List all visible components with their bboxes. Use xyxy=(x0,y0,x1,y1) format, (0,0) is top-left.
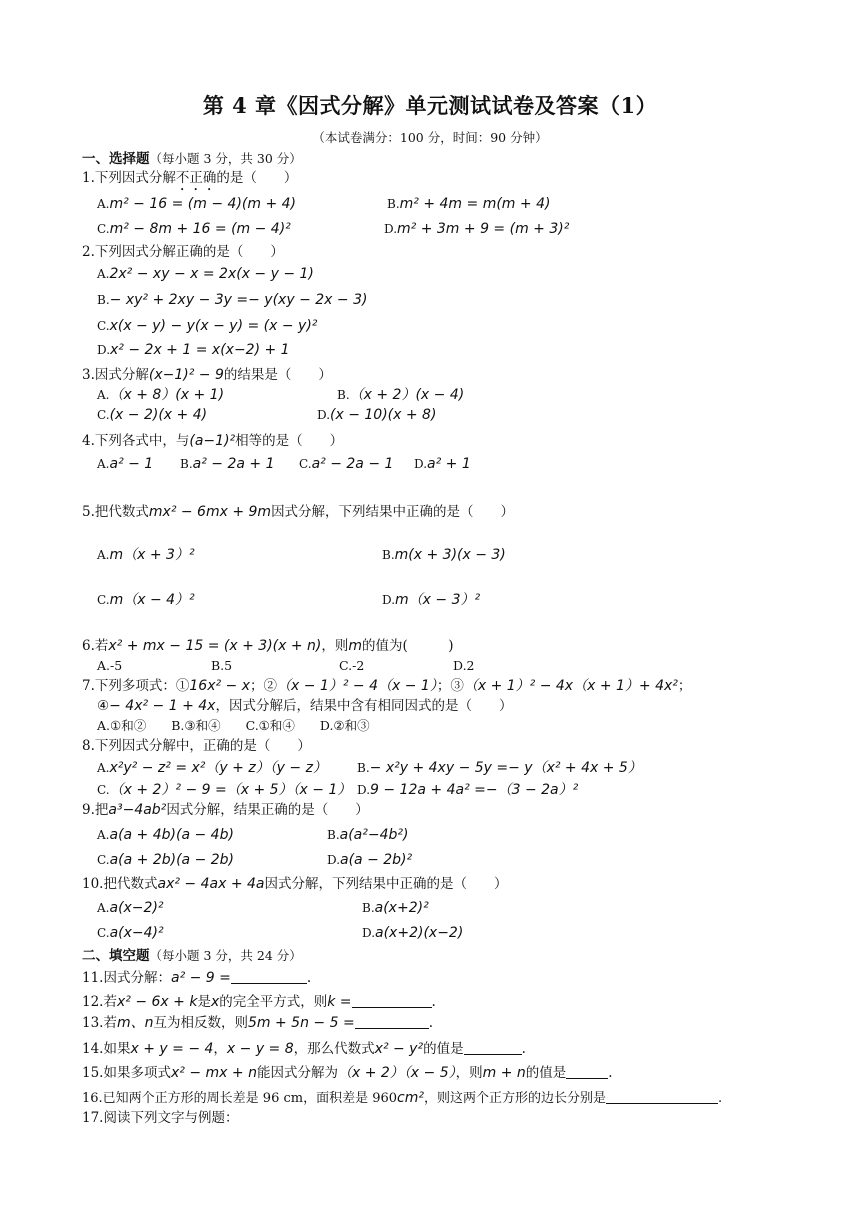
stem-text: . xyxy=(306,970,312,986)
option-letter: B. xyxy=(337,388,350,402)
stem-text: 能因式分解为 xyxy=(256,1065,338,1081)
option-letter: A. xyxy=(97,388,110,402)
q6-option-c: C.-2 xyxy=(339,658,365,673)
q9-option-b xyxy=(327,826,408,844)
q8-option-a xyxy=(97,759,327,777)
emphasis-text: 不正确 xyxy=(175,170,217,186)
stem-text: 5.把代数式 xyxy=(82,504,149,520)
q3-option-a xyxy=(97,386,224,404)
stem-expression: ax² − 4ax + 4a xyxy=(157,876,265,892)
q8-option-b xyxy=(357,759,642,777)
option-letter: A. xyxy=(97,197,110,211)
stem-text: ，则 xyxy=(321,638,349,654)
q1-option-a xyxy=(97,195,296,213)
option-letter: C. xyxy=(97,408,110,422)
question-8-stem: 8.下列因式分解中，正确的是（ ） xyxy=(82,738,311,754)
section-title: 二、填空题 xyxy=(82,948,150,964)
question-10-stem xyxy=(82,875,507,893)
stem-text: 的值为( ) xyxy=(362,638,454,654)
option-expression: 9 − 12a + 4a² =−（3 − 2a）² xyxy=(370,782,579,798)
q7-options: A.①和② B.③和④ C.①和④ D.②和③ xyxy=(97,718,370,733)
option-expression: a² − 2a − 1 xyxy=(311,456,394,472)
stem-text: . xyxy=(608,1065,613,1081)
option-letter: A. xyxy=(97,901,110,915)
q1-option-d xyxy=(384,220,569,238)
stem-text: . xyxy=(428,1015,433,1031)
option-letter: B. xyxy=(382,548,395,562)
answer-blank[interactable] xyxy=(231,969,307,984)
stem-text: ，则 xyxy=(455,1065,483,1081)
stem-text: 16.已知两个正方形的周长差是 96 cm，面积差是 960 xyxy=(82,1091,398,1106)
option-expression: a(a − 2b)² xyxy=(340,852,413,868)
option-letter: A. xyxy=(97,761,110,775)
stem-expression: 5m + 5n − 5 = xyxy=(248,1015,355,1031)
q10-option-a xyxy=(97,899,164,917)
q3-option-c xyxy=(97,406,207,424)
option-letter: A. xyxy=(97,548,110,562)
option-expression: x² − 2x + 1 = x(x−2) + 1 xyxy=(110,342,290,358)
q8-option-c xyxy=(97,781,351,799)
q2-option-c xyxy=(97,317,317,335)
answer-blank[interactable] xyxy=(566,1064,608,1079)
stem-text: 的是（ ） xyxy=(216,170,298,186)
stem-expression: x xyxy=(210,994,220,1010)
stem-expression: x + y = − 4 xyxy=(130,1041,214,1057)
option-expression: (x − 2)(x + 4) xyxy=(109,407,208,423)
option-expression: a(x+2)(x−2) xyxy=(375,925,464,941)
section-heading-fill xyxy=(82,947,302,965)
option-letter: A. xyxy=(97,457,110,471)
stem-text: 10.把代数式 xyxy=(82,876,158,892)
q4-option-d xyxy=(414,455,471,473)
section-note: （每小题 3 分，共 24 分） xyxy=(149,948,302,963)
answer-blank[interactable] xyxy=(352,993,432,1008)
stem-text: 的值是 xyxy=(423,1041,464,1057)
option-letter: C. xyxy=(97,222,110,236)
stem-text: 是 xyxy=(197,994,211,1010)
question-12 xyxy=(82,993,436,1011)
stem-text: ④ xyxy=(97,698,110,714)
section-note: （每小题 3 分，共 30 分） xyxy=(149,151,302,166)
stem-text: 12.若 xyxy=(82,994,117,1010)
stem-expression: x² − 6x + k xyxy=(116,994,198,1010)
option-letter: B. xyxy=(362,901,375,915)
option-expression: m² − 16 = (m − 4)(m + 4) xyxy=(109,196,297,212)
q5-option-c xyxy=(97,591,195,609)
answer-blank[interactable] xyxy=(355,1014,429,1029)
stem-text: ，因式分解后，结果中含有相同因式的是（ ） xyxy=(215,698,513,714)
stem-expression: x² − y² xyxy=(374,1041,424,1057)
q2-option-d xyxy=(97,341,290,359)
q2-option-b xyxy=(97,291,367,309)
option-expression: a(a + 2b)(a − 2b) xyxy=(109,852,235,868)
q6-option-b: B.5 xyxy=(211,658,233,673)
option-expression: （x + 2）(x − 4) xyxy=(349,387,465,403)
stem-expression: （x + 2）（x − 5） xyxy=(337,1065,456,1081)
stem-expression: m xyxy=(348,638,363,654)
option-expression: a² − 2a + 1 xyxy=(192,456,275,472)
option-letter: C. xyxy=(97,853,110,867)
q9-option-d xyxy=(327,851,412,869)
option-expression: x(x − y) − y(x − y) = (x − y)² xyxy=(109,318,318,334)
q5-option-b xyxy=(382,546,506,564)
q5-option-d xyxy=(382,591,480,609)
stem-text: 互为相反数，则 xyxy=(153,1015,248,1031)
option-expression: − xy² + 2xy − 3y =− y(xy − 2x − 3) xyxy=(109,292,368,308)
option-expression: a(x+2)² xyxy=(374,900,429,916)
option-letter: D. xyxy=(317,408,331,422)
stem-text: ； xyxy=(677,678,692,694)
option-letter: D. xyxy=(357,783,371,797)
section-title: 一、选择题 xyxy=(82,151,150,167)
stem-text: 14.如果 xyxy=(82,1041,131,1057)
option-expression: a(x−2)² xyxy=(109,900,164,916)
stem-text: ；③ xyxy=(436,678,464,694)
option-expression: 2x² − xy − x = 2x(x − y − 1) xyxy=(109,266,314,282)
q3-option-b xyxy=(337,386,464,404)
option-letter: B. xyxy=(97,293,110,307)
stem-text: ， xyxy=(213,1041,227,1057)
stem-text: 的值是 xyxy=(525,1065,567,1081)
option-expression: m（x − 4）² xyxy=(109,592,195,608)
question-16 xyxy=(82,1089,722,1108)
stem-text: 因式分解，下列结果中正确的是（ ） xyxy=(264,876,508,892)
option-expression: m(x + 3)(x − 3) xyxy=(394,547,506,563)
option-letter: D. xyxy=(384,222,398,236)
option-expression: (x − 10)(x + 8) xyxy=(330,407,437,423)
stem-expression: k = xyxy=(327,994,352,1010)
stem-expression: a³−4ab² xyxy=(108,802,167,818)
option-expression: m² + 3m + 9 = (m + 3)² xyxy=(397,221,570,237)
option-letter: D. xyxy=(97,343,111,357)
option-letter: C. xyxy=(97,593,110,607)
q3-option-d xyxy=(317,406,436,424)
stem-expression: （x − 1）² − 4（x − 1） xyxy=(277,678,437,694)
option-letter: B. xyxy=(180,457,193,471)
stem-text: 7.下列多项式：① xyxy=(82,678,190,694)
option-expression: x²y² − z² = x²（y + z）（y − z） xyxy=(109,760,327,776)
page-subtitle: （本试卷满分：100 分，时间：90 分钟） xyxy=(312,130,548,145)
option-expression: m（x − 3）² xyxy=(395,592,481,608)
stem-text: 1.下列因式分解 xyxy=(82,170,176,186)
question-4-stem xyxy=(82,432,343,450)
section-heading-choice xyxy=(82,150,302,168)
option-letter: B. xyxy=(357,761,370,775)
q10-option-d xyxy=(362,924,463,942)
stem-expression: mx² − 6mx + 9m xyxy=(148,504,272,520)
option-letter: D. xyxy=(382,593,396,607)
question-11 xyxy=(82,969,311,987)
option-expression: （x + 2）² − 9 =（x + 5）（x − 1） xyxy=(109,782,352,798)
question-2-stem: 2.下列因式分解正确的是（ ） xyxy=(82,244,284,260)
question-5-stem xyxy=(82,503,514,521)
stem-text: ，则这两个正方形的边长分别是 xyxy=(424,1091,607,1106)
option-expression: − x²y + 4xy − 5y =− y（x² + 4x + 5） xyxy=(369,760,642,776)
answer-blank[interactable] xyxy=(606,1089,718,1104)
q1-option-b xyxy=(387,195,550,213)
q6-option-a: A.-5 xyxy=(97,658,123,673)
q1-option-c xyxy=(97,220,291,238)
q10-option-c xyxy=(97,924,164,942)
q8-option-d xyxy=(357,781,578,799)
option-expression: m² − 8m + 16 = (m − 4)² xyxy=(109,221,291,237)
stem-expression: m + n xyxy=(482,1065,526,1081)
option-expression: a² + 1 xyxy=(427,456,471,472)
option-expression: m² + 4m = m(m + 4) xyxy=(399,196,551,212)
stem-text: 13.若 xyxy=(82,1015,117,1031)
option-letter: A. xyxy=(97,267,110,281)
q4-option-b xyxy=(180,455,275,473)
question-14 xyxy=(82,1040,526,1058)
option-letter: B. xyxy=(387,197,400,211)
question-9-stem xyxy=(82,801,369,819)
option-letter: C. xyxy=(299,457,312,471)
stem-expression: (x−1)² − 9 xyxy=(148,367,224,383)
option-letter: C. xyxy=(97,319,110,333)
stem-text: ；② xyxy=(250,678,278,694)
stem-expression: x − y = 8 xyxy=(226,1041,294,1057)
stem-text: 相等的是（ ） xyxy=(235,433,344,449)
stem-expression: m、n xyxy=(116,1015,154,1031)
stem-text: 因式分解，结果正确的是（ ） xyxy=(166,802,369,818)
option-letter: D. xyxy=(327,853,341,867)
q5-option-a xyxy=(97,546,195,564)
stem-expression: 16x² − x xyxy=(189,678,251,694)
stem-text: 的结果是（ ） xyxy=(223,367,332,383)
option-expression: a² − 1 xyxy=(109,456,154,472)
q10-option-b xyxy=(362,899,429,917)
option-letter: C. xyxy=(97,783,110,797)
stem-text: 11.因式分解： xyxy=(82,970,171,986)
option-letter: C. xyxy=(97,926,110,940)
q4-option-c xyxy=(299,455,393,473)
stem-text: . xyxy=(521,1041,526,1057)
stem-expression: a² − 9 = xyxy=(170,970,231,986)
stem-text: 15.如果多项式 xyxy=(82,1065,171,1081)
question-17-stem: 17.阅读下列文字与例题： xyxy=(82,1110,239,1126)
q2-option-a xyxy=(97,265,314,283)
stem-text: ，那么代数式 xyxy=(293,1041,375,1057)
question-3-stem xyxy=(82,366,332,384)
option-expression: a(x−4)² xyxy=(109,925,164,941)
q4-option-a xyxy=(97,455,153,473)
question-7-line-1 xyxy=(82,677,691,695)
answer-blank[interactable] xyxy=(464,1040,522,1055)
stem-expression: cm² xyxy=(397,1090,424,1106)
stem-expression: x² − mx + n xyxy=(170,1065,257,1081)
stem-text: 4.下列各式中，与 xyxy=(82,433,190,449)
option-expression: （x + 8）(x + 1) xyxy=(109,387,225,403)
stem-text: . xyxy=(718,1091,723,1106)
stem-expression: − 4x² − 1 + 4x xyxy=(109,698,216,714)
option-letter: A. xyxy=(97,828,110,842)
option-expression: a(a + 4b)(a − 4b) xyxy=(109,827,234,843)
q9-option-c xyxy=(97,851,234,869)
q6-option-d: D.2 xyxy=(453,658,475,673)
stem-text: 3.因式分解 xyxy=(82,367,149,383)
question-7-line-2 xyxy=(97,697,512,715)
stem-text: 6.若 xyxy=(82,638,109,654)
stem-expression: (a−1)² xyxy=(189,433,236,449)
question-6-stem xyxy=(82,637,454,655)
stem-text: 因式分解，下列结果中正确的是（ ） xyxy=(271,504,515,520)
page-title: 第 4 章《因式分解》单元测试试卷及答案（1） xyxy=(202,93,658,118)
question-13 xyxy=(82,1014,433,1032)
option-expression: a(a²−4b²) xyxy=(339,827,409,843)
stem-text: 9.把 xyxy=(82,802,109,818)
option-letter: B. xyxy=(327,828,340,842)
question-15 xyxy=(82,1064,613,1082)
option-letter: D. xyxy=(414,457,428,471)
stem-text: 的完全平方式，则 xyxy=(219,994,328,1010)
option-letter: D. xyxy=(362,926,376,940)
stem-text: . xyxy=(431,994,436,1010)
stem-expression: （x + 1）² − 4x（x + 1）+ 4x² xyxy=(463,678,678,694)
option-expression: m（x + 3）² xyxy=(109,547,195,563)
q9-option-a xyxy=(97,826,234,844)
stem-expression: x² + mx − 15 = (x + 3)(x + n) xyxy=(108,638,322,654)
question-1-stem xyxy=(82,169,297,194)
